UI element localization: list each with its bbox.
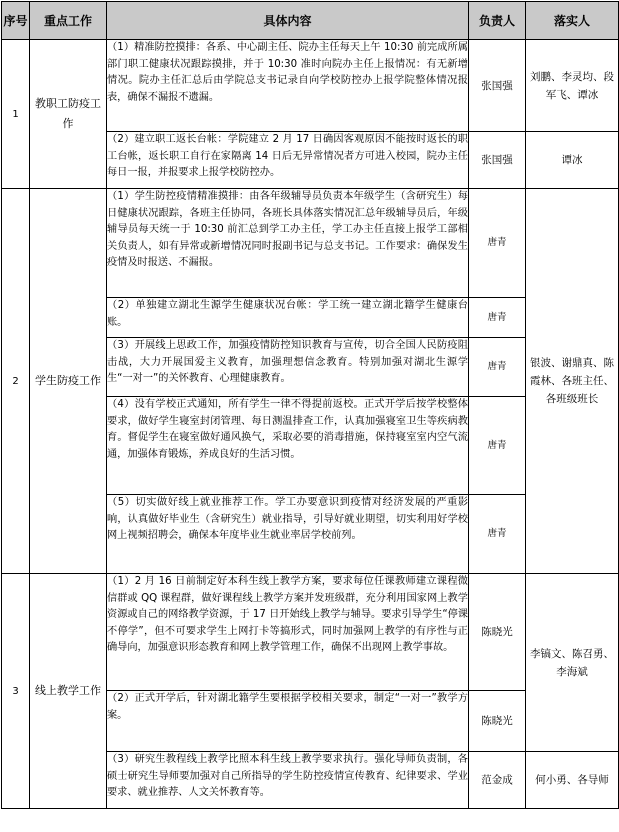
item-content: （5）切实做好线上就业推荐工作。学工办要意识到疫情对经济发展的严重影响，认真做好毕业生（含研究生）就业指导，引导好就业期望，切实利用好学校网上视频招聘会，确保本年度毕业生就业率居学校前列。 — [107, 495, 469, 574]
item-responsible: 张国强 — [469, 132, 526, 189]
item-responsible: 陈晓光 — [469, 574, 526, 691]
header-seq: 序号 — [2, 2, 30, 40]
header-implementer: 落实人 — [526, 2, 619, 40]
section-task: 教职工防疫工作 — [30, 40, 107, 189]
table-row — [2, 189, 619, 298]
item-responsible: 唐青 — [469, 298, 526, 338]
item-responsible: 唐青 — [469, 397, 526, 495]
item-content: （1）精准防控摸排：各系、中心副主任、院办主任每天上午 10:30 前完成所属部门职工健康状况跟踪摸排，并于 10:30 准时向院办主任上报情况：有无新增情况。院办主任汇总后由学院总支书记录自向学校防控办上报学院整体情况报表，确保不漏报不遗漏。 — [107, 40, 469, 132]
item-content: （3）开展线上思政工作，加强疫情防控知识教育与宣传，切合全国人民防疫阻击战，大力开展国爱主义教育，加强理想信念教育。特别加强对湖北生源学生“一对一”的关怀教育、心理健康教育。 — [107, 338, 469, 397]
work-plan-table — [1, 1, 619, 809]
section-seq: 1 — [2, 40, 30, 189]
item-content: （3）研究生教程线上教学比照本科生线上教学要求执行。强化导师负责制，各硕士研究生导师要加强对自己所指导的学生防控疫情宣传教育、纪律要求、学业要求、就业推荐、人文关怀教育等。 — [107, 752, 469, 809]
item-content: （2）建立职工返长台帐：学院建立 2 月 17 日确因客观原因不能按时返长的职工台帐，返长职工自行在家隔离 14 日后无异常情况者方可进入校园，院办主任每日一报，并报要求上报学校防控办。 — [107, 132, 469, 189]
item-responsible: 张国强 — [469, 40, 526, 132]
header-content: 具体内容 — [107, 2, 469, 40]
section-implementer: 李镐文、陈召勇、李海斌 — [526, 574, 619, 752]
table-row — [2, 40, 619, 132]
item-content: （1）学生防控疫情精准摸排：由各年级辅导员负责本年级学生（含研究生）每日健康状况跟踪，各班主任协同，各班长具体落实情况汇总年级辅导员后，年级辅导员每天统一于 10:30 前汇总到学工办主任，学工办主任直接上报学工部相关负责人，如有异常或新增情况同时报副书记与总支书记。工作要求：确保发生疫情及时报送、不漏报。 — [107, 189, 469, 298]
item-responsible: 唐青 — [469, 338, 526, 397]
item-responsible: 唐青 — [469, 189, 526, 298]
item-implementer: 谭冰 — [526, 132, 619, 189]
section-seq: 2 — [2, 189, 30, 574]
item-implementer: 何小勇、各导师 — [526, 752, 619, 809]
section-task: 线上教学工作 — [30, 574, 107, 809]
section-seq: 3 — [2, 574, 30, 809]
item-responsible: 唐青 — [469, 495, 526, 574]
header-responsible: 负责人 — [469, 2, 526, 40]
item-responsible: 范金成 — [469, 752, 526, 809]
item-responsible: 陈晓光 — [469, 691, 526, 752]
item-content: （2）单独建立湖北生源学生健康状况台帐：学工统一建立湖北籍学生健康台账。 — [107, 298, 469, 338]
item-content: （4）没有学校正式通知，所有学生一律不得提前返校。正式开学后按学校整体要求，做好学生寝室封闭管理、每日测温排查工作，认真加强寝室卫生等疾病教育。督促学生在寝室做好通风换气，采取必要的消毒措施，保持寝室室内空气流通，加强体育锻炼，养成良好的生活习惯。 — [107, 397, 469, 495]
table-header-row — [2, 2, 619, 40]
item-content: （1）2 月 16 日前制定好本科生线上教学方案，要求每位任课教师建立课程微信群或 QQ 课程群，做好课程线上教学方案并发班级群，充分利用国家网上教学资源或自己的网络教学资源，于 17 日开始线上教学与辅导。要求引导学生“停课不停学”，但不可要求学生上网打卡等搞形式，同时加强网上教学的有序性与正确导向，加强意识形态教育和网上教学管理工作，确保不出现网上教学事故。 — [107, 574, 469, 691]
section-task: 学生防疫工作 — [30, 189, 107, 574]
item-content: （2）正式开学后，针对湖北籍学生要根据学校相关要求，制定“一对一”教学方案。 — [107, 691, 469, 752]
item-implementer: 刘鹏、李灵均、段军飞、谭冰 — [526, 40, 619, 132]
table-row — [2, 574, 619, 691]
header-task: 重点工作 — [30, 2, 107, 40]
section-implementer: 银波、谢鼎真、陈霞林、各班主任、各班级班长 — [526, 189, 619, 574]
